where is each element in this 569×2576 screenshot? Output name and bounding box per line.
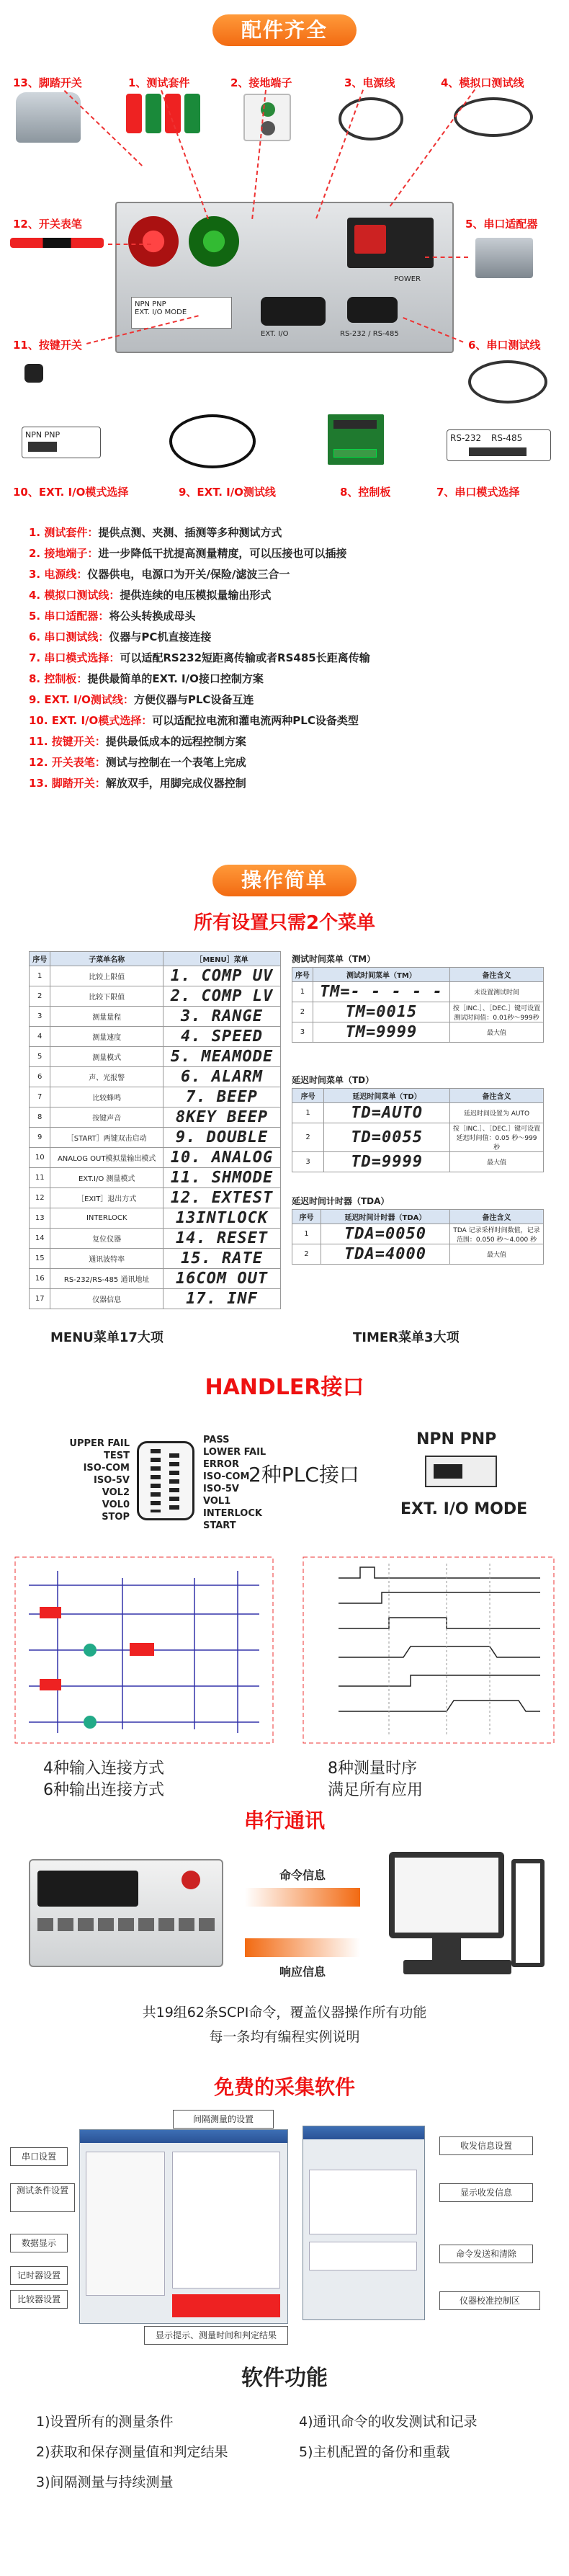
function-item: 3)间隔测量与持续测量 [36,2474,174,2490]
leader-line [390,89,475,207]
leader-line [315,89,364,218]
test-clip-green-1 [145,94,161,133]
extio-cable-image [169,414,256,468]
sw-label-data-display: 数据显示 [10,2234,68,2252]
handler-caption-right: 8种测量时序 满足所有应用 [328,1760,424,1799]
legend-item: 8. 控制板：提供最简单的EXT. I/O接口控制方案 [29,672,264,685]
label-ground-terminal: 2、接地端子 [230,76,292,89]
table-row: 17 仪器信息 17. INF [30,1289,281,1309]
function-list-right [299,2407,478,2467]
table-row: 2 TD=0055 按［INC.］、［DEC.］键可设置延迟时间值：0.05 秒～999 秒 [292,1123,544,1152]
legend-item: 6. 串口测试线：仪器与PC机直接连接 [29,630,212,643]
label-serial-adapter: 5、串口适配器 [465,218,538,231]
table-row: 11 EXT.I/O 测量模式 11. SHMODE [30,1168,281,1188]
table-row: 9 ［START］两键双击启动 9. DOUBLE [30,1128,281,1148]
sw-label-calibration: 仪器校准控制区 [439,2291,540,2310]
menu-table-wrap [29,951,281,1309]
key-switch-image [24,364,43,383]
timing-diagram [303,1556,555,1744]
response-label: 响应信息 [279,1965,326,1979]
pc-tower-icon [511,1859,545,1967]
label-serial-cable: 6、串口测试线 [468,339,541,352]
legend-item: 10. EXT. I/O模式选择：可以适配拉电流和灌电流两种PLC设备类型 [29,714,359,727]
sw-label-result: 显示提示、测量时间和判定结果 [144,2326,288,2345]
device-mode-panel [131,297,232,329]
serial-mode-switch-image [447,429,551,461]
table-row: 1 TDA=0050 TDA 记录采样时间数值，记录范围：0.050 秒～4.000 秒 [292,1224,544,1244]
db-connector-icon [137,1441,194,1520]
table-row: 10 ANALOG OUT模拟量输出模式 10. ANALOG [30,1148,281,1168]
pc-monitor-icon [389,1852,504,1938]
table-row: 13 INTERLOCK 13INTLOCK [30,1208,281,1229]
serial-mode-rs232: RS-232 [450,433,482,443]
label-test-kit: 1、测试套件 [128,76,190,89]
pc-stand-icon [432,1938,461,1960]
timer-caption: TIMER菜单3大项 [353,1330,460,1345]
sw-label-test-conditions: 测试条件设置 [10,2183,75,2212]
serial-mode-rs485: RS-485 [491,433,523,443]
software-serial-window [303,2126,425,2320]
function-list-left [36,2407,228,2497]
port-label-power: POWER [394,275,421,283]
legend-item: 11. 按键开关：提供最低成本的远程控制方案 [29,735,246,748]
timer-ext-table: 序号 延迟时间计时器（TDA） 备注含义 1 TDA=0050 TDA 记录采样时间数值，记录范围：0.050 秒～4.000 秒 2 TDA=4000 最大值 [292,1209,544,1265]
npn-pnp-text: NPN PNP [25,430,61,440]
switch-probe-image [10,238,104,248]
sw-label-txrx-setup: 收发信息设置 [439,2136,533,2155]
sw-label-serial-setup: 串口设置 [10,2147,68,2166]
power-cord-image [339,97,403,141]
table-row: 1 TD=AUTO 延迟时间设置为 AUTO [292,1103,544,1123]
serial-adapter-image [475,238,533,278]
menu-headline: 所有设置只需2个菜单 [193,912,376,934]
label-key-switch: 11、按键开关 [13,339,82,352]
legend-item: 4. 模拟口测试线：提供连续的电压模拟量输出形式 [29,589,272,602]
legend-item: 5. 串口适配器：将公头转换成母头 [29,610,196,623]
table-row: 3 测量量程 3. RANGE [30,1007,281,1027]
table-row: 2 比较下限值 2. COMP LV [30,986,281,1007]
timer-delay-wrap [292,1088,544,1172]
table-row: 16 RS-232/RS-485 通讯地址 16COM OUT [30,1269,281,1289]
connection-circuit-diagram [14,1556,274,1744]
handler-caption-left: 4种输入连接方式 6种输出连接方式 [43,1760,164,1799]
port-label-extio: EXT. I/O [261,330,289,338]
handler-signals-right: PASS LOWER FAIL ERROR ISO-COM ISO-5V VOL1 INTERLOCK START [203,1435,266,1531]
section-title-accessories: 配件齐全 [212,14,357,46]
sw-label-command-send: 命令发送和清除 [439,2245,533,2263]
test-clip-red-1 [126,94,142,133]
legend-item: 7. 串口模式选择：可以适配RS232短距离传输或者RS485长距离传输 [29,651,370,664]
command-arrow [245,1888,360,1907]
serial-desc-1: 共19组62条SCPI命令，覆盖仪器操作所有功能 [142,2005,427,2020]
table-row: 2 TDA=4000 最大值 [292,1244,544,1265]
sw-label-timer-setup: 记时器设置 [10,2266,68,2285]
legend-item: 3. 电源线：仪器供电，电源口为开关/保险/滤波三合一 [29,568,290,581]
timer-ext-title: 延迟时间计时器（TDA） [292,1196,390,1206]
timer-test-title: 测试时间菜单（TM） [292,954,376,964]
table-row: 7 比较蜂鸣 7. BEEP [30,1087,281,1107]
device-rear-panel [115,202,454,353]
plc-interface-text: 2种PLC接口 [248,1463,359,1487]
sw-label-txrx-display: 显示收发信息 [439,2183,533,2202]
software-main-window [79,2129,288,2324]
menu-caption: MENU菜单17大项 [50,1330,163,1345]
menu-table: 序号 子菜单名称 ［MENU］菜单 1 比较上限值 1. COMP UV 2 比较下限值 2. COMP LV 3 测量量程 3. RANGE 4 测量速度 4. SPEED 5 测量模式 5. MEAMODE 6 声、光报警 6. ALARM 7 比较蜂鸣 7. BEEP 8 按键声音 8KEY BEEP 9 ［START］两键双击启动 9. DOUBLE 10 ANALOG OUT模拟量输出模式 10. ANALOG 11 EXT.I/O 测量模式 11. SHMODE 12 ［EXIT］退出方式 12. EXTEST 13 INTERLOCK 13INTLOCK 14 复位仪器 14. RESET 15 通讯波特率 15. RATE 16 RS-232/RS-485 通讯地址 16COM OUT 17 仪器信息 17. INF [29,951,281,1309]
serial-cable-image [468,360,547,404]
section-title-operation: 操作简单 [212,865,357,896]
label-serial-mode: 7、串口模式选择 [436,486,520,499]
extio-mode-text: EXT. I/O MODE [400,1500,528,1518]
test-clip-red-2 [165,94,181,133]
table-row: 3 TM=9999 最大值 [292,1022,544,1043]
legend-item: 2. 接地端子：进一步降低干扰提高测量精度，可以压接也可以插接 [29,547,347,560]
npn-pnp-switch-image [22,427,101,458]
table-row: 1 TM=- - - - - 未设置测试时间 [292,982,544,1002]
handler-signals-left: UPPER FAIL TEST ISO-COM ISO-5V VOL2 VOL0 STOP [69,1438,130,1523]
device-extio-mode: EXT. I/O MODE [135,308,187,316]
table-row: 8 按键声音 8KEY BEEP [30,1107,281,1128]
port-label-serial: RS-232 / RS-485 [340,330,399,338]
sw-label-interval: 间隔测量的设置 [173,2110,274,2129]
table-row: 6 声、光报警 6. ALARM [30,1067,281,1087]
table-row: 1 比较上限值 1. COMP UV [30,966,281,986]
npn-pnp-text: NPN PNP [416,1430,497,1448]
legend-item: 9. EXT. I/O测试线：方便仪器与PLC设备互连 [29,693,254,706]
function-item: 4)通讯命令的收发测试和记录 [299,2414,478,2430]
table-row: 15 通讯波特率 15. RATE [30,1249,281,1269]
timer-delay-table: 序号 延迟时间菜单（TD） 备注含义 1 TD=AUTO 延迟时间设置为 AUTO 2 TD=0055 按［INC.］、［DEC.］键可设置延迟时间值：0.05 秒～999 秒 3 TD=9999 最大值 [292,1088,544,1172]
table-row: 2 TM=0015 按［INC.］、［DEC.］键可设置测试时间值：0.01秒～999秒 [292,1002,544,1022]
function-item: 1)设置所有的测量条件 [36,2414,174,2430]
table-row: 12 ［EXIT］退出方式 12. EXTEST [30,1188,281,1208]
functions-title: 软件功能 [241,2366,328,2391]
table-row: 4 测量速度 4. SPEED [30,1027,281,1047]
legend-item: 1. 测试套件：提供点测、夹测、插测等多种测试方式 [29,526,282,539]
table-row: 14 复位仪器 14. RESET [30,1229,281,1249]
table-row: 5 测量模式 5. MEAMODE [30,1047,281,1067]
leader-line [108,244,151,245]
label-foot-switch: 13、脚踏开关 [13,76,82,89]
legend-item: 12. 开关表笔：测试与控制在一个表笔上完成 [29,756,246,769]
handler-title: HANDLER接口 [205,1375,364,1400]
label-switch-probe: 12、开关表笔 [13,218,82,231]
npn-pnp-switch-icon [425,1456,497,1487]
timer-ext-wrap [292,1209,544,1265]
ground-terminal-image [243,94,291,141]
function-item: 2)获取和保存测量值和判定结果 [36,2444,228,2460]
timer-test-wrap [292,967,544,1043]
pc-keyboard-icon [403,1960,511,1974]
device-npn-pnp: NPN PNP [135,300,166,308]
control-board-image [328,414,384,465]
label-extio-mode: 10、EXT. I/O模式选择 [13,486,129,499]
foot-switch-image [16,92,81,143]
legend-item: 13. 脚踏开关：解放双手，用脚完成仪器控制 [29,777,246,790]
timer-delay-title: 延迟时间菜单（TD） [292,1075,375,1085]
function-item: 5)主机配置的备份和重载 [299,2444,450,2460]
label-analog-cable: 4、模拟口测试线 [441,76,524,89]
test-clip-green-2 [184,94,200,133]
timer-test-table: 序号 测试时间菜单（TM） 备注含义 1 TM=- - - - - 未设置测试时间 2 TM=0015 按［INC.］、［DEC.］键可设置测试时间值：0.01秒～999秒 3 TM=9999 最大值 [292,967,544,1043]
serial-title: 串行通讯 [243,1809,325,1832]
label-extio-cable: 9、EXT. I/O测试线 [179,486,276,499]
accessory-legend [29,522,547,794]
response-arrow [245,1938,360,1957]
software-title: 免费的采集软件 [213,2075,355,2099]
command-label: 命令信息 [279,1868,326,1882]
table-row: 3 TD=9999 最大值 [292,1152,544,1172]
label-control-board: 8、控制板 [340,486,391,499]
sw-label-comparator-setup: 比较器设置 [10,2290,68,2309]
instrument-front-image [29,1859,223,1967]
label-power-cord: 3、电源线 [344,76,395,89]
leader-line [425,257,468,258]
serial-desc-2: 每一条均有编程实例说明 [209,2029,360,2045]
